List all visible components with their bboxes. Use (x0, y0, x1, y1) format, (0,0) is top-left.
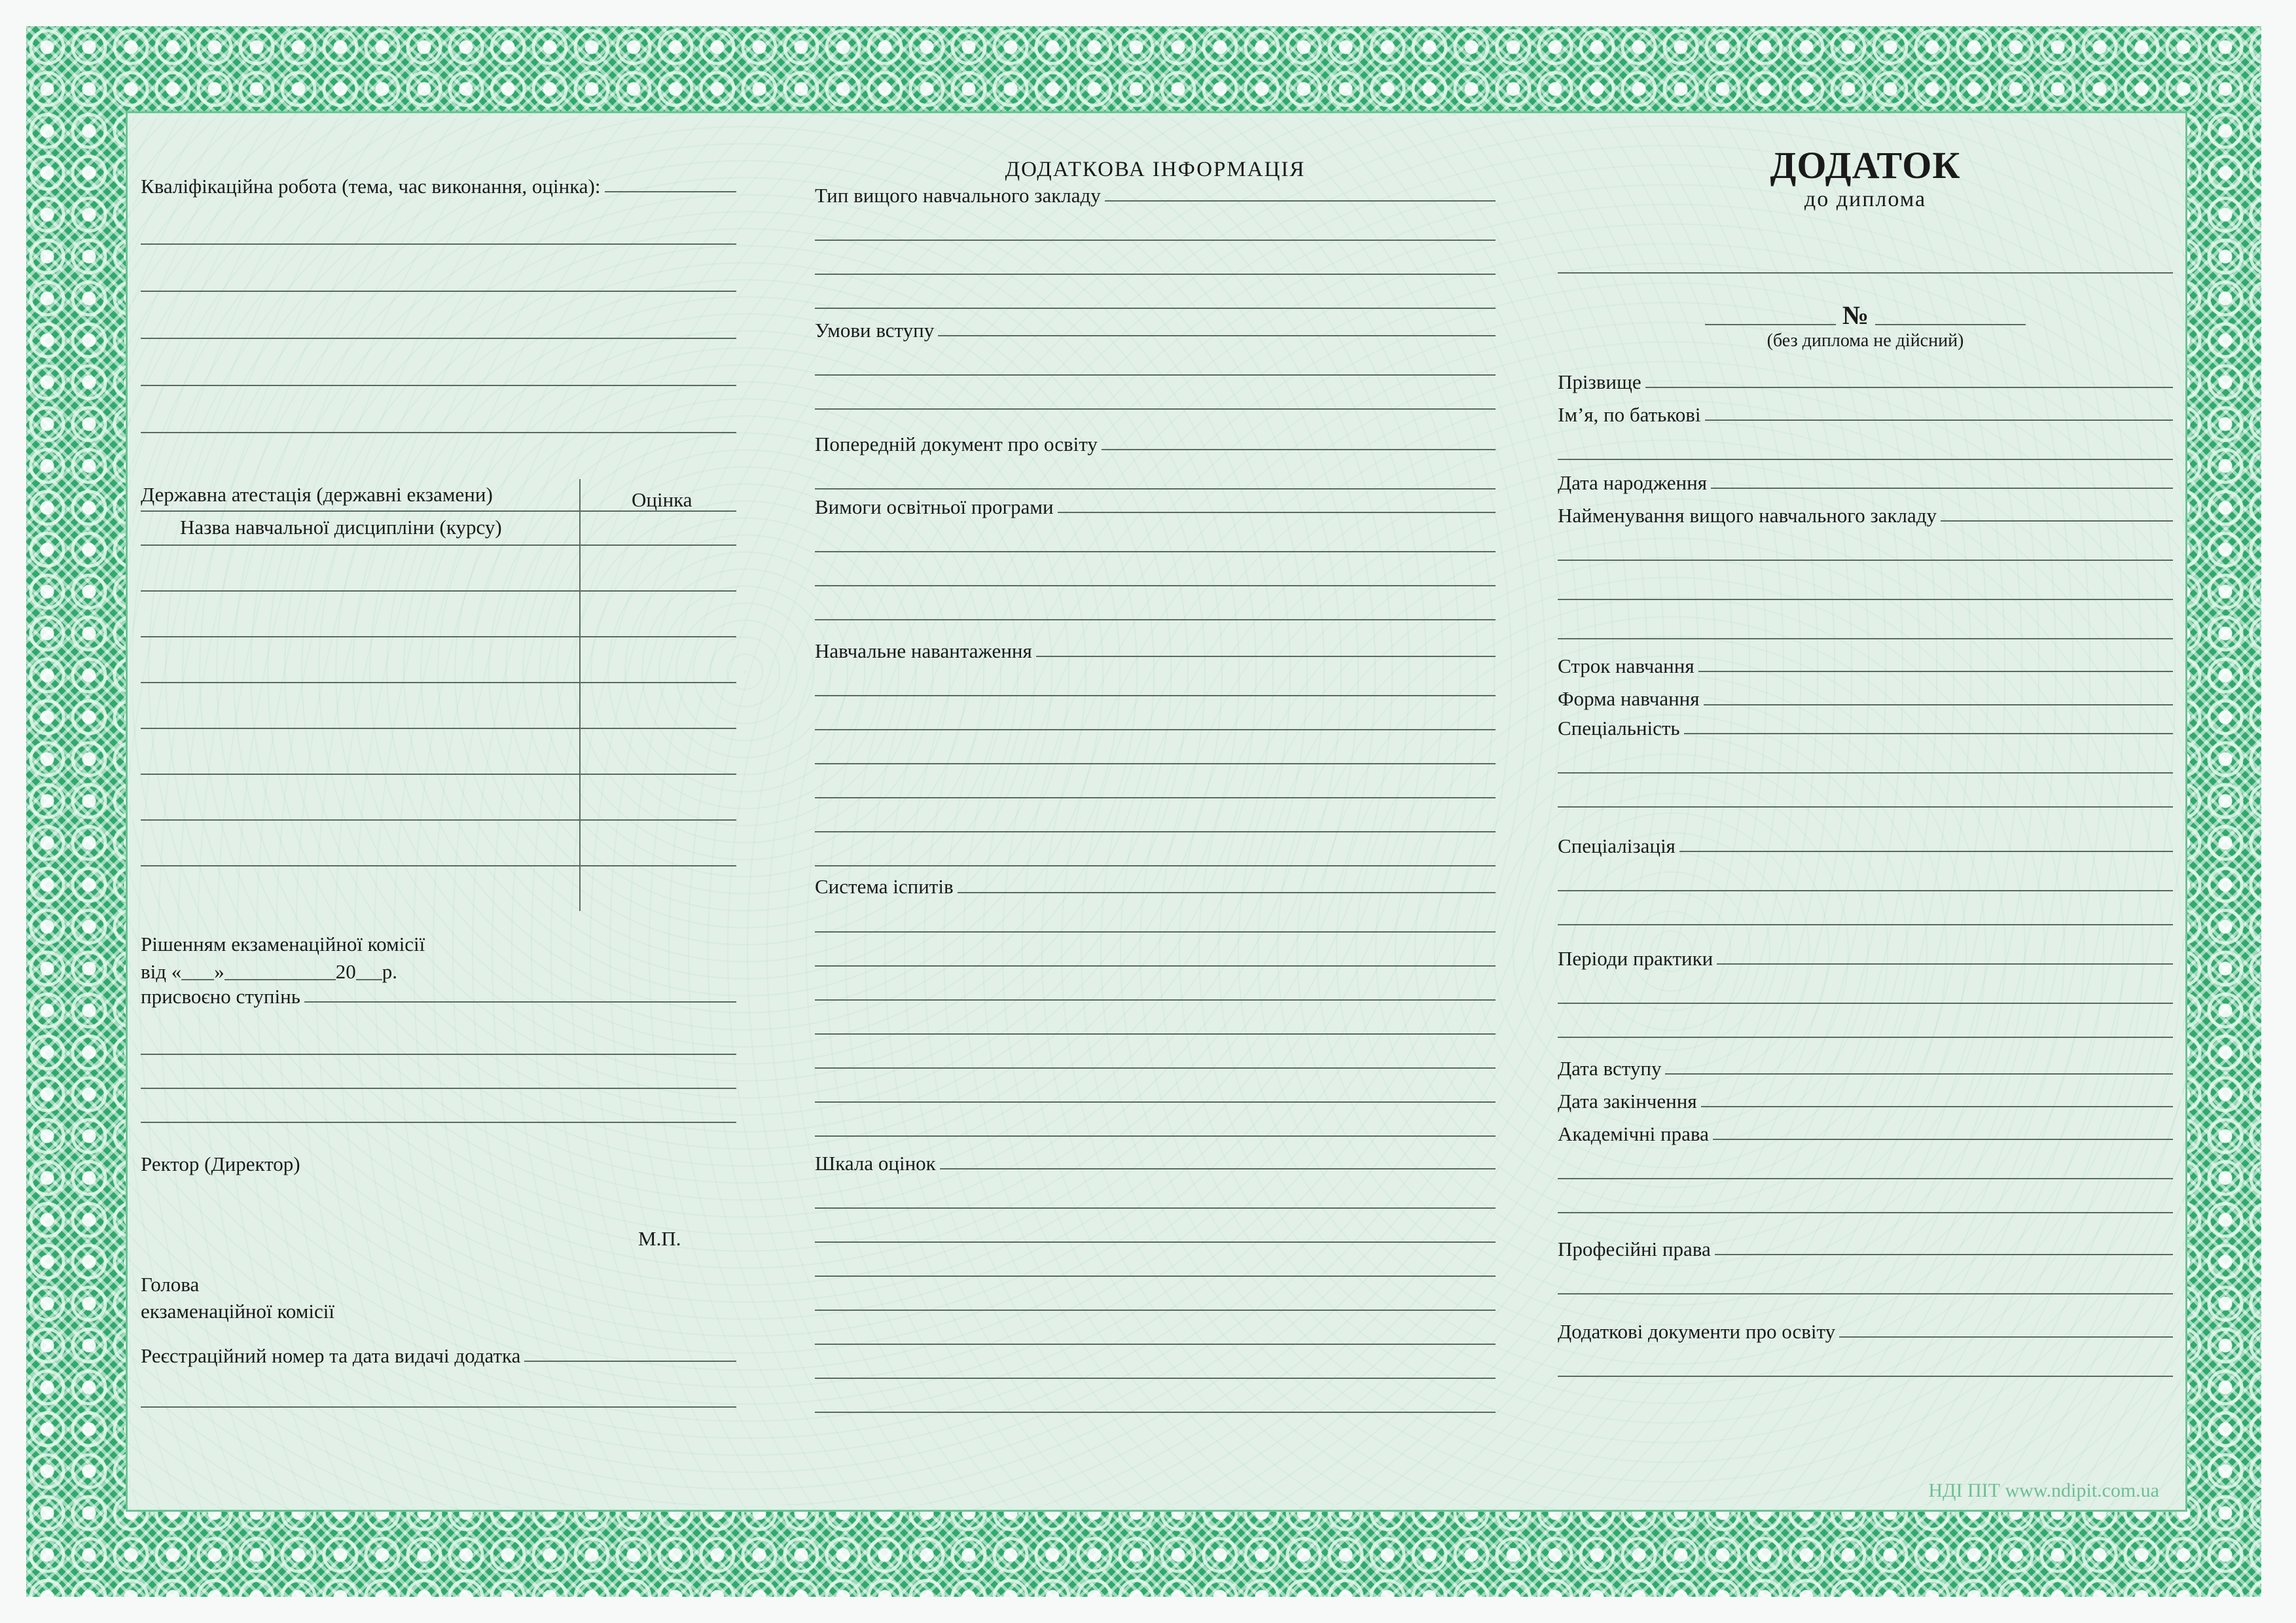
study-duration-field[interactable] (1558, 655, 2173, 677)
admission-date-label: Дата вступу (1558, 1056, 1662, 1080)
publisher-brand: НДІ ПІТ www.ndipit.com.ua (1928, 1480, 2159, 1501)
qualification-work-label: Кваліфікаційна робота (тема, час виконання, оцінка): (141, 175, 601, 198)
graduation-date-label: Дата закінчення (1558, 1089, 1697, 1113)
right-column (1558, 113, 2173, 1510)
specialization-field[interactable] (1558, 835, 2173, 857)
practice-periods-lines (1558, 1003, 2173, 1038)
additional-info-heading: ДОДАТКОВА ІНФОРМАЦІЯ (1005, 158, 1306, 181)
ruled-line (141, 338, 736, 339)
graduation-date-field[interactable] (1558, 1090, 2173, 1113)
date-from-label: від « (141, 959, 182, 983)
professional-rights-field[interactable] (1558, 1238, 2173, 1260)
exam-system-label: Система іспитів (815, 875, 954, 899)
day-line (181, 979, 214, 980)
grading-scale-label: Шкала оцінок (815, 1151, 936, 1175)
study-form-field[interactable] (1558, 688, 2173, 710)
ruled-line (1558, 806, 2173, 808)
previous-document-lines (815, 488, 1496, 490)
institution-type-lines (815, 240, 1496, 309)
grade-heading: Оцінка (632, 488, 692, 512)
specialization-line (1679, 850, 2173, 852)
ruled-line (815, 1310, 1496, 1311)
date-year-label: 20 (335, 959, 356, 983)
number-note: (без диплома не дійсний) (1767, 330, 1964, 351)
chair-label-line1: Голова (141, 1272, 200, 1296)
ruled-line (1558, 1293, 2173, 1294)
study-duration-label: Строк навчання (1558, 654, 1695, 678)
birth-date-label: Дата народження (1558, 471, 1707, 495)
admission-conditions-line (938, 334, 1496, 336)
ruled-line (815, 1412, 1496, 1413)
ruled-line (141, 385, 736, 386)
ruled-line (141, 291, 736, 292)
academic-rights-lines (1558, 1178, 2173, 1213)
table-row-line (141, 865, 736, 866)
admission-conditions-label: Умови вступу (815, 319, 935, 342)
date-suffix-label: р. (382, 959, 398, 983)
practice-periods-label: Періоди практики (1558, 946, 1713, 970)
additional-documents-field[interactable] (1558, 1321, 2173, 1343)
ruled-line (1558, 1037, 2173, 1038)
institution-name-field[interactable] (1558, 505, 2173, 527)
program-requirements-field[interactable] (815, 496, 1496, 518)
diploma-number-field[interactable] (1558, 300, 2173, 330)
number-sign: № (1842, 300, 1869, 330)
specialty-label: Спеціальність (1558, 716, 1680, 740)
name-patronymic-label: Ім’я, по батькові (1558, 403, 1701, 427)
ruled-line (815, 1033, 1496, 1035)
ruled-line (815, 965, 1496, 967)
ruled-line (815, 1378, 1496, 1379)
ruled-line (1558, 638, 2173, 639)
previous-document-label: Попередній документ про освіту (815, 433, 1098, 456)
table-row-line (141, 590, 736, 592)
previous-document-line (1102, 448, 1496, 450)
ruled-line (815, 999, 1496, 1001)
state-attestation-table (141, 479, 736, 911)
exam-system-line (958, 891, 1496, 893)
ruled-line (815, 729, 1496, 730)
birth-date-line (1711, 487, 2173, 489)
ruled-line (815, 1067, 1496, 1069)
ruled-line (815, 1275, 1496, 1277)
table-row-line (141, 728, 736, 729)
birth-date-field[interactable] (1558, 472, 2173, 494)
admission-conditions-field[interactable] (815, 319, 1496, 342)
program-requirements-label: Вимоги освітньої програми (815, 495, 1054, 519)
stamp-label: М.П. (638, 1226, 681, 1250)
degree-awarded-label: присвоєно ступінь (141, 984, 300, 1008)
admission-date-field[interactable] (1558, 1058, 2173, 1080)
ruled-line (1558, 1212, 2173, 1213)
table-row-line (141, 819, 736, 821)
qualification-work-line (605, 190, 737, 192)
month-line (224, 979, 336, 980)
rector-label: Ректор (Директор) (141, 1152, 300, 1175)
ruled-line (1558, 924, 2173, 925)
ruled-line (141, 243, 736, 245)
degree-awarded-line (304, 1001, 736, 1003)
ruled-line (1558, 1003, 2173, 1004)
institution-type-line (1105, 200, 1496, 202)
institution-type-field[interactable] (815, 185, 1496, 207)
institution-name-line (1941, 520, 2173, 522)
academic-rights-line (1713, 1138, 2173, 1140)
additional-documents-lines (1558, 1376, 2173, 1377)
ruled-line (815, 695, 1496, 696)
ruled-line (815, 1241, 1496, 1243)
year-line (356, 979, 382, 980)
chair-label-line2: екзаменаційної комісії (141, 1300, 334, 1323)
ruled-line (815, 831, 1496, 832)
diploma-name-line (1558, 272, 2173, 274)
ruled-line (1558, 772, 2173, 774)
ruled-line (815, 374, 1496, 376)
study-duration-line (1698, 670, 2173, 672)
grading-scale-field[interactable] (815, 1152, 1496, 1175)
ruled-line (1558, 1376, 2173, 1377)
document-subtitle: до диплома (1804, 187, 1927, 211)
series-line (1705, 324, 1836, 325)
institution-name-label: Найменування вищого навчального закладу (1558, 504, 1937, 527)
grading-scale-line (940, 1168, 1496, 1169)
institution-name-lines (1558, 560, 2173, 639)
practice-periods-field[interactable] (1558, 948, 2173, 970)
academic-rights-label: Академічні права (1558, 1122, 1709, 1146)
additional-documents-line (1839, 1336, 2173, 1338)
ruled-line (1558, 560, 2173, 561)
date-quote-close: » (214, 959, 224, 983)
professional-rights-lines (1558, 1293, 2173, 1294)
admission-date-line (1665, 1073, 2173, 1075)
qualification-work-field[interactable] (141, 175, 736, 198)
ruled-line (815, 488, 1496, 490)
exam-system-lines (815, 931, 1496, 1137)
ruled-line (815, 763, 1496, 764)
workload-line (1036, 655, 1496, 657)
surname-line (1645, 386, 2173, 388)
name-patronymic-line (1705, 419, 2173, 421)
workload-label: Навчальне навантаження (815, 639, 1032, 663)
institution-type-label: Тип вищого навчального закладу (815, 184, 1101, 207)
ruled-line (1558, 890, 2173, 891)
ruled-line (1558, 599, 2173, 600)
ruled-line (815, 1207, 1496, 1209)
ruled-line (815, 551, 1496, 552)
ruled-line (815, 1135, 1496, 1137)
decision-date-field[interactable] (141, 958, 736, 986)
form-area (126, 111, 2187, 1512)
ruled-line (815, 274, 1496, 275)
degree-awarded-field[interactable] (141, 986, 736, 1008)
degree-lines (141, 1054, 736, 1123)
additional-documents-label: Додаткові документи про освіту (1558, 1320, 1836, 1344)
ruled-line (141, 1054, 736, 1055)
state-attestation-heading: Державна атестація (державні екзамени) (141, 483, 493, 507)
ruled-line (815, 408, 1496, 410)
surname-label: Прізвище (1558, 370, 1641, 393)
discipline-heading: Назва навчальної дисципліни (курсу) (180, 516, 502, 539)
document-title: ДОДАТОК (1770, 144, 1961, 187)
number-line (1875, 324, 2026, 325)
left-column (141, 113, 736, 1510)
registration-label: Реєстраційний номер та дата видачі додатка (141, 1344, 521, 1368)
ruled-line (815, 308, 1496, 309)
previous-document-field[interactable] (815, 433, 1496, 455)
table-row-line (141, 682, 736, 683)
ruled-line (815, 1344, 1496, 1345)
study-form-label: Форма навчання (1558, 687, 1700, 711)
ruled-line (815, 865, 1496, 866)
name-patronymic-field[interactable] (1558, 404, 2173, 426)
ruled-line (1558, 1178, 2173, 1179)
ruled-line (141, 432, 736, 433)
professional-rights-line (1715, 1253, 2173, 1255)
ruled-line (815, 619, 1496, 620)
ruled-line (815, 240, 1496, 241)
table-row-line (141, 510, 736, 512)
ruled-line (815, 797, 1496, 798)
workload-field[interactable] (815, 640, 1496, 662)
grading-scale-lines (815, 1207, 1496, 1413)
ruled-line (141, 1406, 736, 1408)
specialization-label: Спеціалізація (1558, 834, 1676, 857)
commission-decision: Рішенням екзаменаційної комісії (141, 933, 425, 956)
table-divider (579, 479, 581, 911)
specialty-line (1684, 732, 2173, 734)
table-row-line (141, 774, 736, 775)
security-border (26, 26, 2261, 1597)
specialization-lines (1558, 890, 2173, 925)
professional-rights-label: Професійні права (1558, 1238, 1711, 1261)
ruled-line (141, 1122, 736, 1123)
exam-system-field[interactable] (815, 876, 1496, 898)
qualification-work-lines (141, 243, 736, 433)
ruled-line (815, 1101, 1496, 1103)
practice-periods-line (1717, 963, 2173, 965)
table-row-line (141, 544, 736, 546)
specialty-field[interactable] (1558, 717, 2173, 740)
surname-field[interactable] (1558, 371, 2173, 393)
ruled-line (815, 931, 1496, 933)
workload-lines (815, 695, 1496, 866)
table-row-line (141, 636, 736, 637)
ruled-line (141, 1088, 736, 1089)
program-requirements-lines (815, 551, 1496, 620)
registration-line (524, 1360, 736, 1362)
program-requirements-line (1058, 511, 1496, 513)
ruled-line (1558, 459, 2173, 460)
ruled-line (815, 585, 1496, 586)
admission-conditions-lines (815, 374, 1496, 410)
study-form-line (1704, 704, 2173, 705)
specialty-lines (1558, 772, 2173, 808)
graduation-date-line (1701, 1105, 2173, 1107)
middle-column (815, 113, 1496, 1510)
academic-rights-field[interactable] (1558, 1123, 2173, 1145)
registration-field[interactable] (141, 1345, 736, 1367)
